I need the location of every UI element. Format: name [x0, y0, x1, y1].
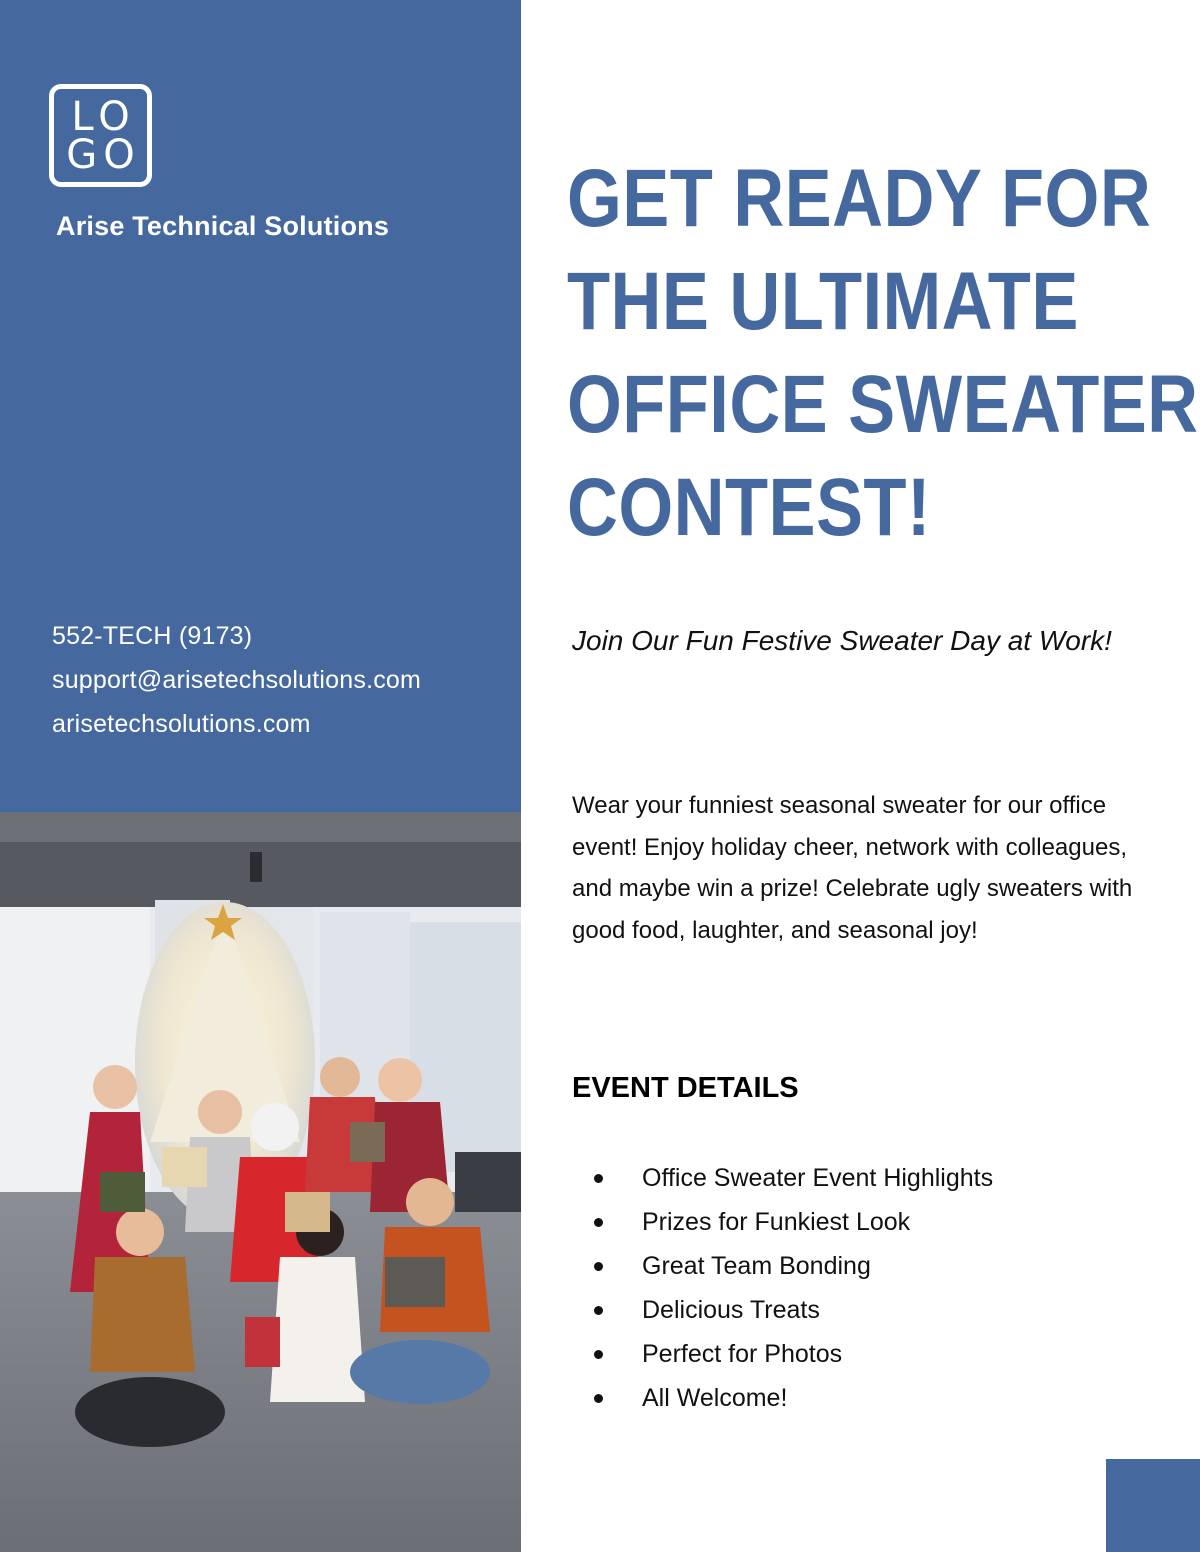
office-party-photo	[0, 812, 521, 1552]
list-item-text: Office Sweater Event Highlights	[642, 1164, 994, 1192]
list-item	[572, 1246, 993, 1290]
list-item	[572, 1202, 993, 1246]
list-item	[572, 1158, 993, 1202]
brand-panel	[0, 0, 521, 812]
list-item-text: All Welcome!	[642, 1384, 788, 1412]
bullet-icon	[594, 1262, 603, 1271]
logo-text-top: LO	[71, 94, 136, 140]
headline-line: THE ULTIMATE	[567, 256, 1079, 347]
bullet-icon	[594, 1306, 603, 1315]
bullet-icon	[594, 1174, 603, 1183]
event-details-list	[572, 1158, 993, 1422]
list-item-text: Perfect for Photos	[642, 1340, 843, 1368]
list-item-text: Great Team Bonding	[642, 1252, 871, 1280]
bullet-icon	[594, 1394, 603, 1403]
list-item	[572, 1290, 993, 1334]
list-item	[572, 1334, 993, 1378]
event-details-heading: EVENT DETAILS	[572, 1072, 799, 1104]
headline-line: CONTEST!	[567, 462, 931, 553]
contact-email: support@arisetechsolutions.com	[52, 666, 422, 694]
contact-phone: 552-TECH (9173)	[52, 622, 253, 650]
bullet-icon	[594, 1350, 603, 1359]
headline-line: OFFICE SWEATER	[567, 359, 1199, 450]
bullet-icon	[594, 1218, 603, 1227]
subtitle: Join Our Fun Festive Sweater Day at Work!	[572, 625, 1112, 656]
headline	[567, 147, 1199, 559]
list-item-text: Prizes for Funkiest Look	[642, 1208, 911, 1236]
list-item-text: Delicious Treats	[642, 1296, 820, 1324]
list-item	[572, 1378, 993, 1422]
decorative-corner-block	[1106, 1459, 1200, 1552]
company-logo	[49, 84, 152, 187]
contact-website: arisetechsolutions.com	[52, 710, 311, 738]
logo-text-bottom: GO	[66, 132, 141, 178]
headline-line: GET READY FOR	[567, 153, 1152, 244]
company-name: Arise Technical Solutions	[56, 211, 390, 241]
event-description: Wear your funniest seasonal sweater for our office event! Enjoy holiday cheer, network with colleagues, and maybe win a prize! Celebrate ugly sweaters with good food, laughter, and seasonal joy!	[572, 792, 1133, 944]
